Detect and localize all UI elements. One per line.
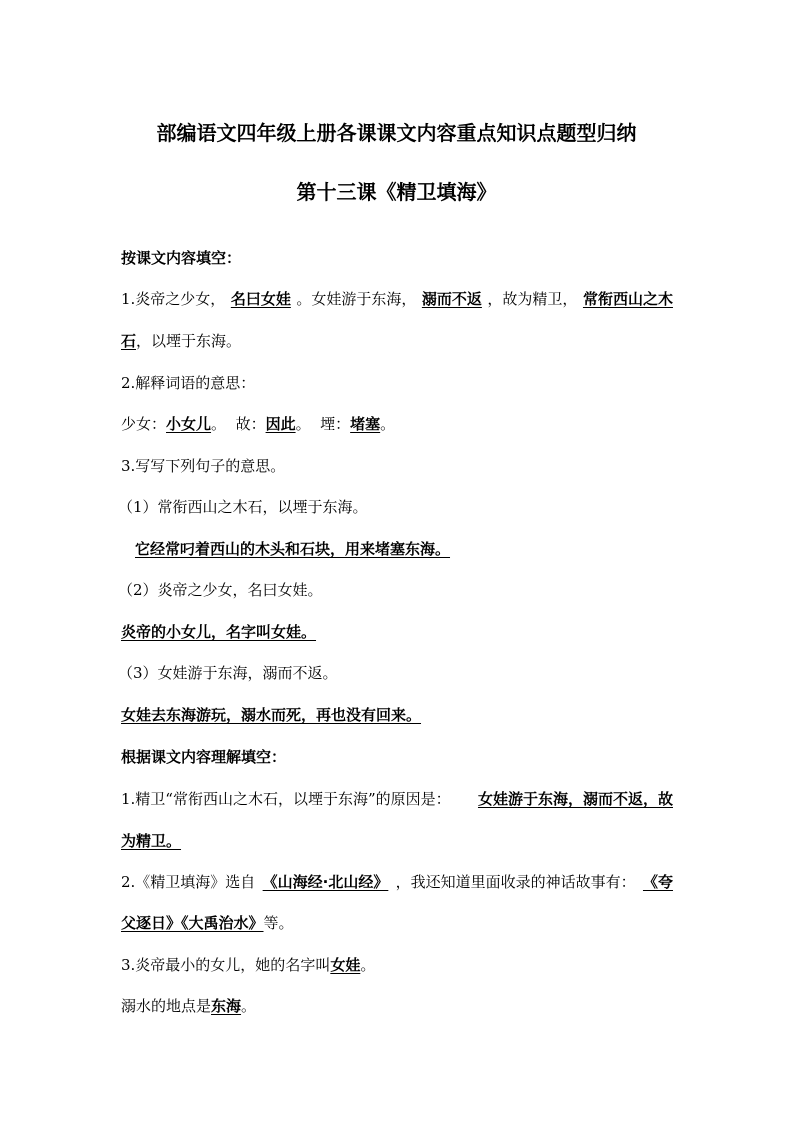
q3-answer-3 <box>121 705 421 725</box>
question-2-answers <box>121 414 395 434</box>
question-2-prompt: 2.解释词语的意思： <box>121 374 256 392</box>
q1-answer-3a: 常衔西山之木 <box>582 290 673 308</box>
q2-sep-2: 。 堙： <box>295 415 351 433</box>
s2q3-answer: 女娃 <box>330 956 361 974</box>
s2q1-answer-a: 女娃游于东海，溺而不返，故 <box>477 790 673 808</box>
s2q3-text-b: 。 <box>360 956 376 974</box>
q2-answer-1: 小女儿 <box>166 415 212 433</box>
s2q2-text-c: 等。 <box>263 914 294 932</box>
q1-answer-2: 溺而不返 <box>421 290 482 308</box>
q1-text-c: ，故为精卫， <box>487 290 578 308</box>
q3-answer-2-text: 炎帝的小女儿，名字叫女娃。 <box>121 623 317 641</box>
s2-question-1-line-1 <box>121 789 673 809</box>
s2q4-answer: 东海 <box>211 997 242 1015</box>
s2-question-3 <box>121 955 375 975</box>
q1-text-b: 。女娃游于东海， <box>296 290 417 308</box>
q2-sep-1: 。 故： <box>211 415 266 433</box>
s2q4-text-a: 溺水的地点是 <box>121 997 212 1015</box>
s2q2-text-a: 2.《精卫填海》选自 <box>121 873 256 891</box>
q1-text-d: ，以堙于东海。 <box>136 332 242 350</box>
s2q3-text-a: 3.炎帝最小的女儿，她的名字叫 <box>121 956 331 974</box>
q3-answer-1 <box>135 539 450 559</box>
lesson-title: 第十三课《精卫填海》 <box>296 180 497 204</box>
s2-question-2-line-2 <box>121 913 294 933</box>
q2-answer-3: 堵塞 <box>350 415 381 433</box>
s2q2-text-b: ，我还知道里面收录的神话故事有： <box>395 873 636 891</box>
q1-text-a: 1.炎帝之少女， <box>121 290 226 308</box>
question-1-line-1 <box>121 289 673 309</box>
q1-answer-1: 名曰女娃 <box>230 290 291 308</box>
q3-sentence-2: （2）炎帝之少女，名曰女娃。 <box>118 581 323 599</box>
s2-question-2-line-1 <box>121 872 673 892</box>
s2q4-text-b: 。 <box>241 997 257 1015</box>
section-heading-fill-in: 按课文内容填空： <box>121 249 242 267</box>
s2q2-answer-2a: 《夸 <box>642 873 673 891</box>
q1-answer-3b: 石 <box>121 332 137 350</box>
q3-answer-2 <box>121 622 316 642</box>
s2q2-answer-1: 《山海经·北山经》 <box>262 873 389 891</box>
s2-question-4 <box>121 996 256 1016</box>
s2q2-answer-2b: 父逐日》《大禹治水》 <box>121 914 264 932</box>
question-1-line-2 <box>121 331 241 351</box>
section-heading-understanding: 根据课文内容理解填空： <box>121 748 287 766</box>
q3-answer-1-text: 它经常叼着西山的木头和石块，用来堵塞东海。 <box>135 540 451 558</box>
q2-answer-2: 因此 <box>265 415 296 433</box>
q2-sep-3: 。 <box>380 415 396 433</box>
question-3-prompt: 3.写写下列句子的意思。 <box>121 457 286 475</box>
q3-sentence-3: （3）女娃游于东海，溺而不返。 <box>118 664 338 682</box>
q3-answer-3-text: 女娃去东海游玩，溺水而死，再也没有回来。 <box>121 706 422 724</box>
page-title: 部编语文四年级上册各课课文内容重点知识点题型归纳 <box>156 121 637 145</box>
q3-sentence-1: （1）常衔西山之木石，以堙于东海。 <box>118 498 368 516</box>
s2-question-1-line-2 <box>121 831 181 851</box>
s2q1-answer-b: 为精卫。 <box>121 832 182 850</box>
s2q1-text: 1.精卫“常衔西山之木石，以堙于东海”的原因是： <box>121 790 451 808</box>
q2-word-1: 少女： <box>121 415 167 433</box>
